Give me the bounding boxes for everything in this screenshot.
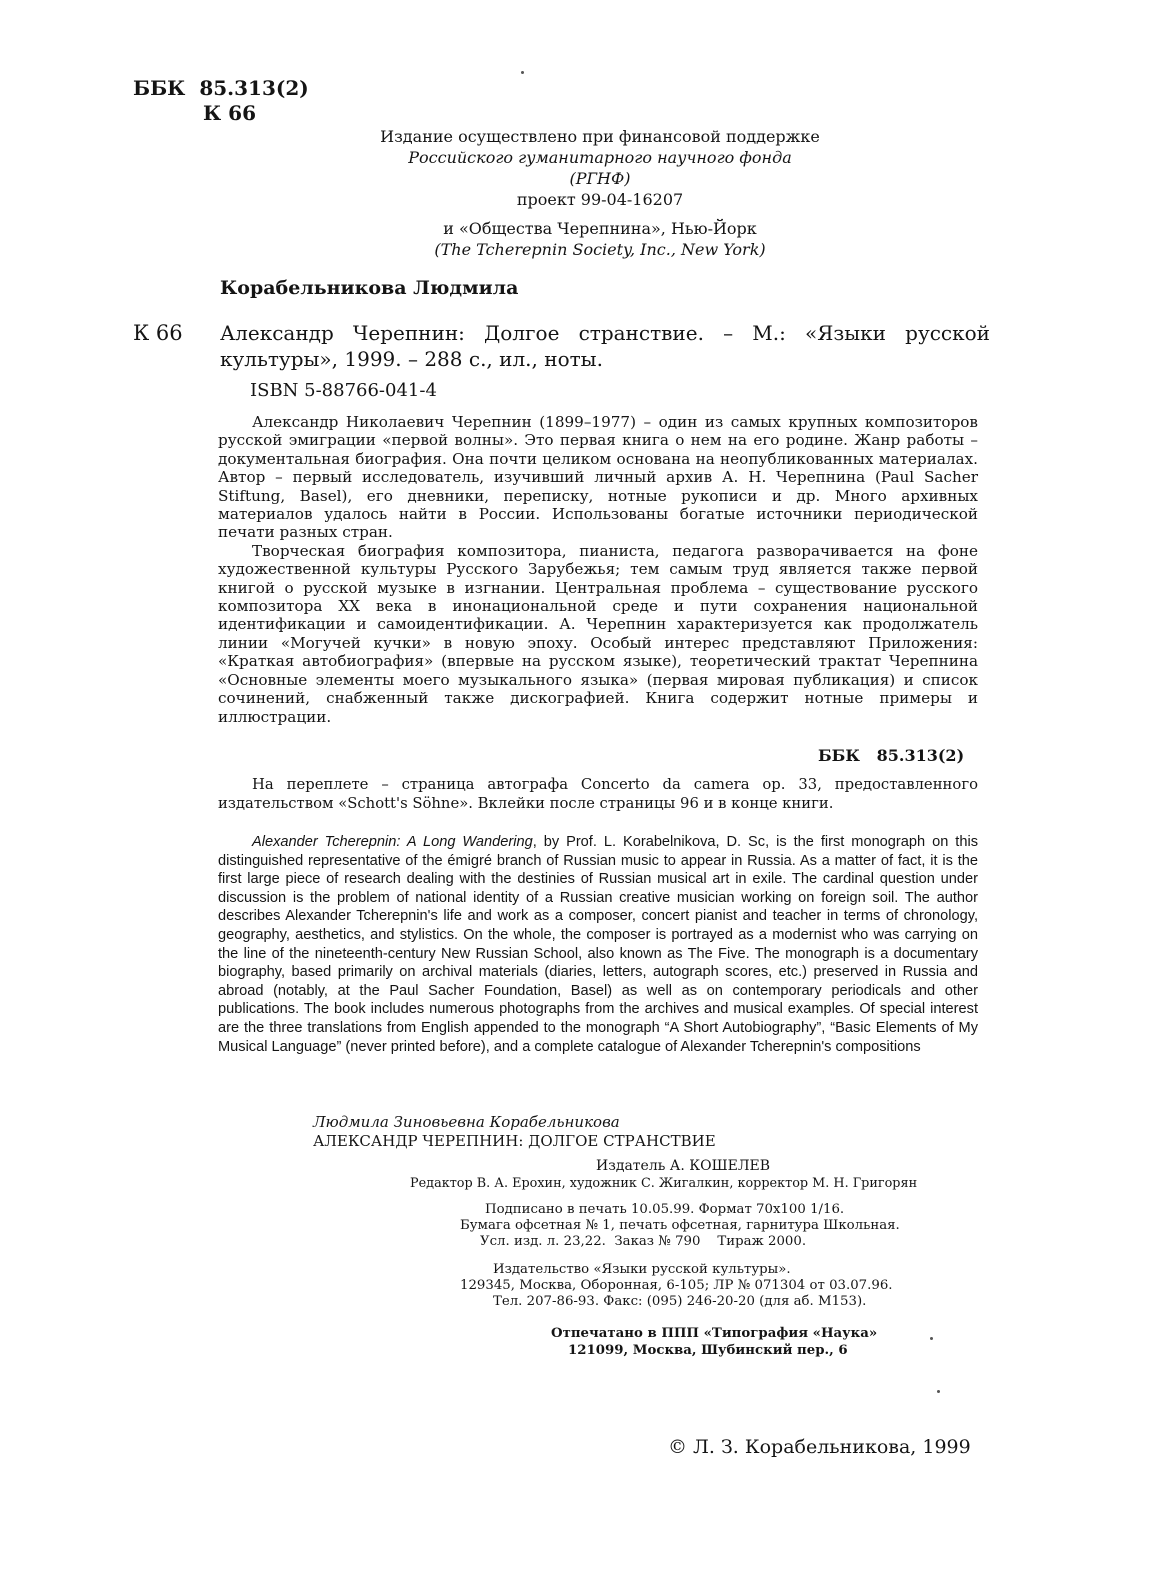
imprint-printer: Отпечатано в ППП «Типография «Наука» [551,1326,878,1341]
imprint-printer-address: 121099, Москва, Шубинский пер., 6 [568,1343,848,1358]
author-mark: К 66 [203,101,256,125]
bibliographic-entry: Александр Черепнин: Долгое странствие. – М.: «Языки русской культуры», 1999. – 288 с., ил., ноты. [220,321,990,371]
author-heading: Корабельникова Людмила [220,277,519,299]
isbn: ISBN 5-88766-041-4 [250,380,437,401]
bbk-header [133,76,309,126]
imprint-signed: Подписано в печать 10.05.99. Формат 70х100 1/16. [485,1202,845,1217]
imprint-house: Издательство «Языки русской культуры». [493,1262,791,1277]
bbk-code: 85.313(2) [876,746,965,765]
imprint-title: АЛЕКСАНДР ЧЕРЕПНИН: ДОЛГОЕ СТРАНСТВИЕ [313,1132,716,1150]
abstract [218,413,978,726]
catalog-mark: К 66 [133,321,183,345]
scan-speck [930,1337,933,1340]
english-summary [218,833,978,1056]
funding-line-3: (РГНФ) [569,169,631,188]
imprint-sheets: Усл. изд. л. 23,22. Заказ № 790 Тираж 2000. [480,1234,807,1249]
funding-line-5: и «Общества Черепнина», Нью-Йорк [443,219,757,238]
scan-speck [937,1390,940,1393]
imprint-author: Людмила Зиновьевна Корабельникова [313,1113,620,1131]
funding-block [330,126,870,260]
abstract-paragraph-2: Творческая биография композитора, пианиста, педагога разворачивается на фоне художественной культуры Русского Зарубежья; тем самым труд является также первой книгой о русской музыке в изгнании. Центральная проблема – существование русского композитора XX века в инонациональной среде и пути сохранения национальной идентификации и самоидентификации. А. Черепнин характеризуется как продолжатель линии «Могучей кучки» в новую эпоху. Особый интерес представляют Приложения: «Краткая автобиография» (впервые на русском языке), теоретический трактат Черепнина «Основные элементы моего музыкального языка» (первая мировая публикация) и список сочинений, снабженный также дискографией. Книга содержит нотные примеры и иллюстрации. [218,541,978,726]
imprint-phone: Тел. 207-86-93. Факс: (095) 246-20-20 (для аб. М153). [493,1294,867,1309]
bbk-line [133,76,309,101]
abstract-paragraph-1: Александр Николаевич Черепнин (1899–1977) – один из самых крупных композиторов русской эмиграции «первой волны». Это первая книга о нем на его родине. Жанр работы – документальная биография. Она почти целиком основана на неопубликованных материалах. Автор – первый исследователь, изучивший личный архив А. Н. Черепнина (Paul Sacher Stiftung, Basel), его дневники, переписку, нотные рукописи и др. Много архивных материалов удалось найти в России. Использованы богатые источники периодической печати разных стран. [218,413,978,542]
scan-speck [521,71,524,74]
bbk-label: ББК [818,746,860,765]
funding-line-6: (The Tcherepnin Society, Inc., New York) [434,240,766,259]
bbk-classification [818,746,964,765]
imprint-publisher: Издатель А. КОШЕЛЕВ [596,1158,771,1174]
funding-project: проект 99-04-16207 [516,190,684,209]
copyright: © Л. З. Корабельникова, 1999 [668,1436,971,1458]
funding-line-1: Издание осуществлено при финансовой поддержке [380,127,820,146]
bbk-code: 85.313(2) [199,76,309,100]
english-body: , by Prof. L. Korabelnikova, D. Sc, is the first monograph on this distinguished representative of the émigré branch of Russian music to appear in Russia. As a matter of fact, it is the first large piece of research dealing with the destinies of Russian musical art in exile. The cardinal question under discussion is the problem of national identity of a Russian creative musician working on foreign soil. The author describes Alexander Tcherepnin's life and work as a composer, concert pianist and teacher in terms of chronology, geography, aesthetics, and stylistics. On the whole, the composer is portrayed as a modernist who was carrying on the line of the nineteenth-century New Russian School, also known as The Five. The monograph is a documentary biography, based primarily on archival materials (diaries, letters, autograph scores, etc.) preserved in Russia and abroad (notably, at the Paul Sacher Foundation, Basel) as well as on contemporary periodicals and other publications. The book includes numerous photographs from the archives and musical examples. Of special interest are the three translations from English appended to the monograph “A Short Autobiography”, “Basic Elements of My Musical Language” (never printed before), and a complete catalogue of Alexander Tcherepnin's compositions [218,834,978,1055]
imprint-address: 129345, Москва, Оборонная, 6-105; ЛР № 071304 от 03.07.96. [460,1278,893,1293]
cover-note: На переплете – страница автографа Concerto da camera op. 33, предоставленного издательством «Schott's Söhne». Вклейки после страницы 96 и в конце книги. [218,776,978,812]
imprint-editors: Редактор В. А. Ерохин, художник С. Жигалкин, корректор М. Н. Григорян [410,1176,918,1191]
english-title: Alexander Tcherepnin: A Long Wandering [252,834,533,850]
funding-line-2: Российского гуманитарного научного фонда [408,148,792,167]
imprint-paper: Бумага офсетная № 1, печать офсетная, гарнитура Школьная. [460,1218,900,1233]
bbk-label: ББК [133,76,186,100]
